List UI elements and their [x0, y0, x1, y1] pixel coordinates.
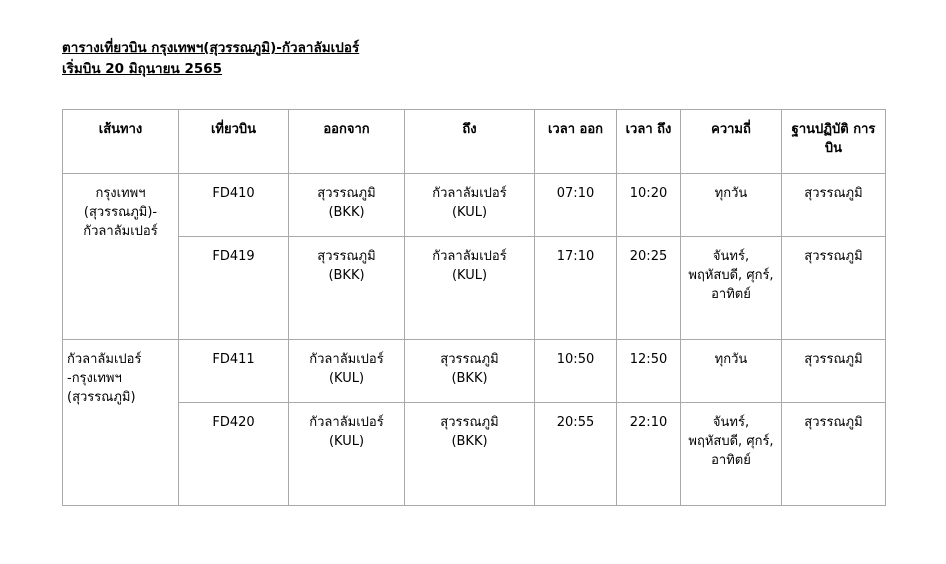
column-header-flight: เที่ยวบิน: [179, 110, 289, 174]
departure-airport-cell: [289, 237, 405, 340]
route-cell: กัวลาลัมเปอร์ -กรุงเทพฯ (สุวรรณภูมิ): [63, 340, 179, 506]
departure-airport-name: กัวลาลัมเปอร์: [309, 415, 384, 430]
base-cell: สุวรรณภูมิ: [782, 174, 886, 237]
arrival-airport-name: สุวรรณภูมิ: [440, 352, 499, 367]
departure-time-cell: 20:55: [535, 403, 617, 506]
table-row: [63, 403, 886, 506]
departure-airport-name: สุวรรณภูมิ: [317, 186, 376, 201]
frequency-cell: จันทร์, พฤหัสบดี, ศุกร์, อาทิตย์: [681, 237, 782, 340]
frequency-cell: ทุกวัน: [681, 340, 782, 403]
departure-time-cell: 07:10: [535, 174, 617, 237]
arrival-time-cell: 12:50: [617, 340, 681, 403]
frequency-cell: ทุกวัน: [681, 174, 782, 237]
arrival-time-cell: 20:25: [617, 237, 681, 340]
flight-number-cell: FD420: [179, 403, 289, 506]
departure-airport-code: (BKK): [328, 205, 365, 220]
table-header-row: [63, 110, 886, 174]
arrival-airport-code: (BKK): [451, 371, 488, 386]
column-header-arrive: เวลา ถึง: [617, 110, 681, 174]
departure-airport-cell: [289, 403, 405, 506]
document-header: [62, 38, 359, 80]
departure-airport-cell: [289, 340, 405, 403]
departure-airport-code: (KUL): [328, 434, 365, 449]
table-row: [63, 340, 886, 403]
base-cell: สุวรรณภูมิ: [782, 237, 886, 340]
departure-time-cell: 10:50: [535, 340, 617, 403]
arrival-airport-cell: [405, 340, 535, 403]
departure-airport-code: (KUL): [328, 371, 365, 386]
arrival-airport-cell: [405, 174, 535, 237]
flight-schedule-table: [62, 109, 886, 506]
table-row: [63, 174, 886, 237]
departure-airport-name: กัวลาลัมเปอร์: [309, 352, 384, 367]
column-header-to: ถึง: [405, 110, 535, 174]
arrival-airport-code: (KUL): [451, 268, 488, 283]
flight-number-cell: FD410: [179, 174, 289, 237]
frequency-cell: จันทร์, พฤหัสบดี, ศุกร์, อาทิตย์: [681, 403, 782, 506]
column-header-frequency: ความถี่: [681, 110, 782, 174]
base-cell: สุวรรณภูมิ: [782, 340, 886, 403]
departure-airport-name: สุวรรณภูมิ: [317, 249, 376, 264]
document-title: ตารางเที่ยวบิน กรุงเทพฯ(สุวรรณภูมิ)-กัวลาลัมเปอร์: [62, 40, 360, 56]
departure-time-cell: 17:10: [535, 237, 617, 340]
arrival-airport-name: กัวลาลัมเปอร์: [432, 249, 507, 264]
arrival-airport-cell: [405, 237, 535, 340]
departure-airport-code: (BKK): [328, 268, 365, 283]
arrival-airport-name: กัวลาลัมเปอร์: [432, 186, 507, 201]
column-header-route: เส้นทาง: [63, 110, 179, 174]
base-cell: สุวรรณภูมิ: [782, 403, 886, 506]
arrival-time-cell: 10:20: [617, 174, 681, 237]
arrival-airport-name: สุวรรณภูมิ: [440, 415, 499, 430]
column-header-base: ฐานปฏิบัติ การบิน: [782, 110, 886, 174]
arrival-airport-code: (KUL): [451, 205, 488, 220]
flight-number-cell: FD411: [179, 340, 289, 403]
table-row: [63, 237, 886, 340]
route-cell: กรุงเทพฯ (สุวรรณภูมิ)- กัวลาลัมเปอร์: [63, 174, 179, 340]
arrival-airport-code: (BKK): [451, 434, 488, 449]
document-subtitle: เริ่มบิน 20 มิถุนายน 2565: [62, 61, 223, 77]
flight-number-cell: FD419: [179, 237, 289, 340]
departure-airport-cell: [289, 174, 405, 237]
column-header-from: ออกจาก: [289, 110, 405, 174]
arrival-airport-cell: [405, 403, 535, 506]
arrival-time-cell: 22:10: [617, 403, 681, 506]
column-header-depart: เวลา ออก: [535, 110, 617, 174]
